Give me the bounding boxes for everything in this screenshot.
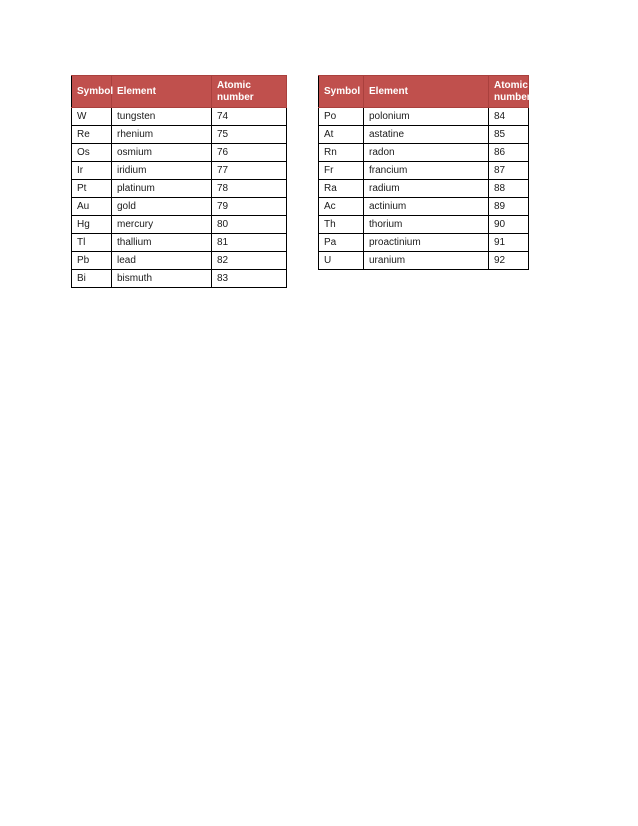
- cell-symbol: U: [319, 252, 364, 270]
- table-row: [319, 252, 529, 270]
- table-row: [72, 216, 287, 234]
- cell-symbol: Po: [319, 108, 364, 126]
- table-header-row: [319, 76, 529, 108]
- table-row: [72, 234, 287, 252]
- cell-element: iridium: [112, 162, 212, 180]
- cell-element: tungsten: [112, 108, 212, 126]
- cell-atomic-number: 75: [212, 126, 287, 144]
- table-row: [319, 126, 529, 144]
- header-symbol: Symbol: [72, 76, 112, 108]
- header-atomic-number: Atomic number: [212, 76, 287, 108]
- cell-element: bismuth: [112, 270, 212, 288]
- table-row: [72, 108, 287, 126]
- cell-element: platinum: [112, 180, 212, 198]
- cell-atomic-number: 88: [489, 180, 529, 198]
- table-row: [72, 144, 287, 162]
- cell-element: actinium: [364, 198, 489, 216]
- table-row: [72, 270, 287, 288]
- cell-element: radon: [364, 144, 489, 162]
- table-header-row: [72, 76, 287, 108]
- cell-symbol: Fr: [319, 162, 364, 180]
- cell-symbol: Pb: [72, 252, 112, 270]
- table-row: [72, 162, 287, 180]
- cell-symbol: Pa: [319, 234, 364, 252]
- cell-symbol: Hg: [72, 216, 112, 234]
- cell-symbol: Th: [319, 216, 364, 234]
- cell-element: lead: [112, 252, 212, 270]
- table-row: [72, 198, 287, 216]
- cell-element: gold: [112, 198, 212, 216]
- table-row: [72, 180, 287, 198]
- cell-atomic-number: 84: [489, 108, 529, 126]
- cell-atomic-number: 77: [212, 162, 287, 180]
- cell-element: uranium: [364, 252, 489, 270]
- cell-atomic-number: 90: [489, 216, 529, 234]
- header-element: Element: [112, 76, 212, 108]
- cell-atomic-number: 83: [212, 270, 287, 288]
- table-body-left: [72, 108, 287, 288]
- cell-atomic-number: 85: [489, 126, 529, 144]
- cell-atomic-number: 89: [489, 198, 529, 216]
- cell-atomic-number: 81: [212, 234, 287, 252]
- cell-symbol: Rn: [319, 144, 364, 162]
- cell-element: astatine: [364, 126, 489, 144]
- cell-element: francium: [364, 162, 489, 180]
- header-atomic-number: Atomic number: [489, 76, 529, 108]
- cell-element: osmium: [112, 144, 212, 162]
- cell-element: proactinium: [364, 234, 489, 252]
- cell-element: rhenium: [112, 126, 212, 144]
- cell-atomic-number: 92: [489, 252, 529, 270]
- table-row: [72, 252, 287, 270]
- cell-symbol: Tl: [72, 234, 112, 252]
- cell-atomic-number: 79: [212, 198, 287, 216]
- cell-element: thallium: [112, 234, 212, 252]
- cell-symbol: Bi: [72, 270, 112, 288]
- cell-symbol: W: [72, 108, 112, 126]
- table-row: [319, 198, 529, 216]
- table-row: [72, 126, 287, 144]
- cell-symbol: Ir: [72, 162, 112, 180]
- cell-symbol: Os: [72, 144, 112, 162]
- cell-atomic-number: 82: [212, 252, 287, 270]
- cell-atomic-number: 87: [489, 162, 529, 180]
- table-row: [319, 162, 529, 180]
- table-row: [319, 180, 529, 198]
- header-symbol: Symbol: [319, 76, 364, 108]
- table-row: [319, 144, 529, 162]
- cell-element: mercury: [112, 216, 212, 234]
- cell-atomic-number: 78: [212, 180, 287, 198]
- cell-element: radium: [364, 180, 489, 198]
- elements-table-left: [71, 75, 287, 288]
- elements-table-right: [318, 75, 529, 270]
- table-body-right: [319, 108, 529, 270]
- cell-atomic-number: 80: [212, 216, 287, 234]
- cell-symbol: Au: [72, 198, 112, 216]
- cell-symbol: Ac: [319, 198, 364, 216]
- cell-atomic-number: 86: [489, 144, 529, 162]
- table-row: [319, 108, 529, 126]
- cell-element: polonium: [364, 108, 489, 126]
- cell-symbol: At: [319, 126, 364, 144]
- cell-element: thorium: [364, 216, 489, 234]
- cell-atomic-number: 74: [212, 108, 287, 126]
- cell-atomic-number: 76: [212, 144, 287, 162]
- cell-symbol: Ra: [319, 180, 364, 198]
- cell-symbol: Pt: [72, 180, 112, 198]
- cell-atomic-number: 91: [489, 234, 529, 252]
- table-row: [319, 234, 529, 252]
- table-row: [319, 216, 529, 234]
- header-element: Element: [364, 76, 489, 108]
- cell-symbol: Re: [72, 126, 112, 144]
